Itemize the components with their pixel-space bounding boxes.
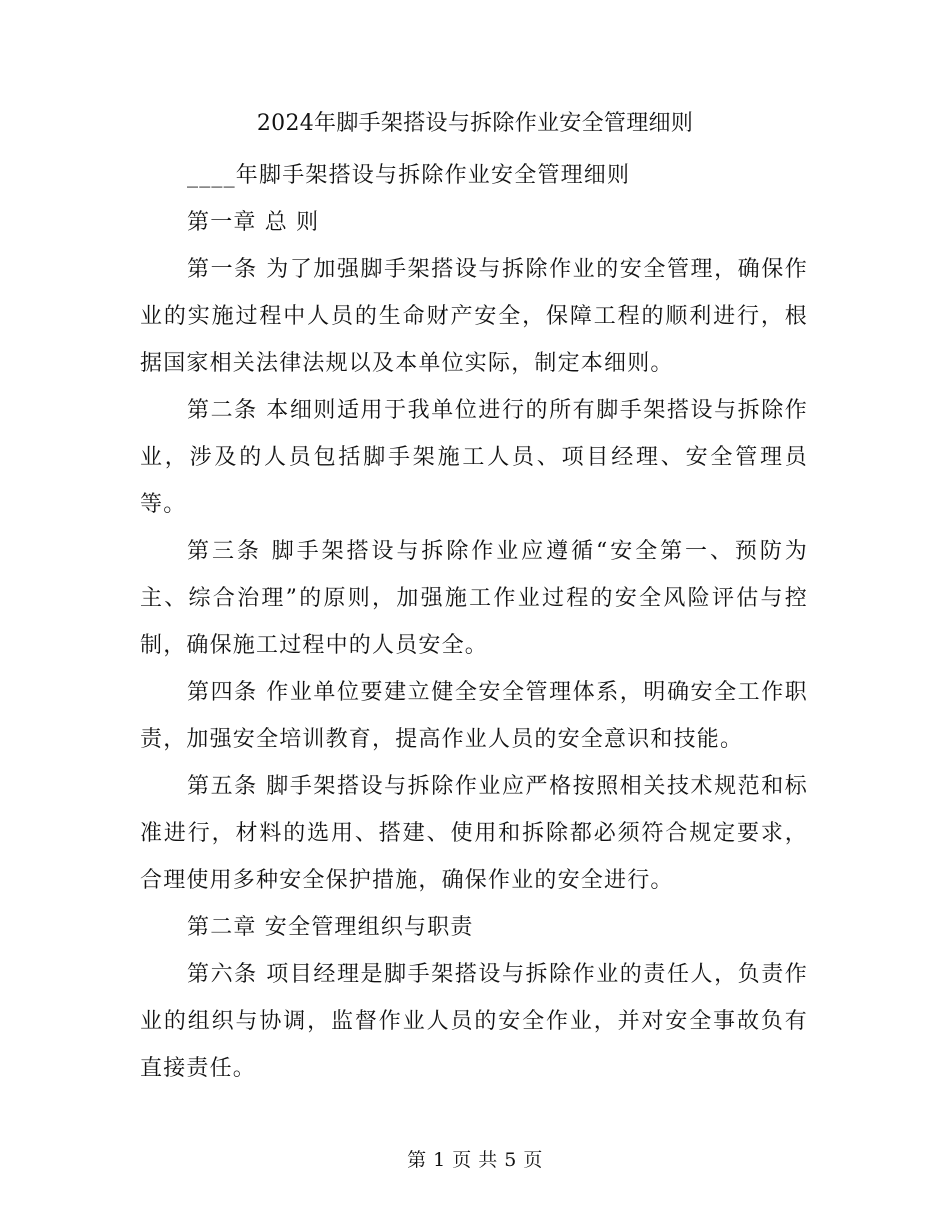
article-paragraph: 第六条 项目经理是脚手架搭设与拆除作业的责任人，负责作业的组织与协调，监督作业人员的安全作业，并对安全事故负有直接责任。 [140,962,808,1081]
document-body [140,152,808,1092]
chapter-heading: 第一章 总 则 [187,210,320,235]
chapter-heading: 第二章 安全管理组织与职责 [187,915,474,940]
article-paragraph: 第四条 作业单位要建立健全安全管理体系，明确安全工作职责，加强安全培训教育，提高作业人员的安全意识和技能。 [140,680,808,752]
article-paragraph: 第二条 本细则适用于我单位进行的所有脚手架搭设与拆除作业，涉及的人员包括脚手架施工人员、项目经理、安全管理员等。 [140,398,808,517]
article-paragraph: 第三条 脚手架搭设与拆除作业应遵循“安全第一、预防为主、综合治理”的原则，加强施工作业过程的安全风险评估与控制，确保施工过程中的人员安全。 [140,539,808,658]
page-footer: 第 1 页 共 5 页 [407,1149,543,1171]
subtitle-paragraph: ____年脚手架搭设与拆除作业安全管理细则 [187,163,631,188]
document-title: 2024年脚手架搭设与拆除作业安全管理细则 [256,111,694,136]
article-paragraph: 第一条 为了加强脚手架搭设与拆除作业的安全管理，确保作业的实施过程中人员的生命财产安全，保障工程的顺利进行，根据国家相关法律法规以及本单位实际，制定本细则。 [140,257,808,376]
article-paragraph: 第五条 脚手架搭设与拆除作业应严格按照相关技术规范和标准进行，材料的选用、搭建、使用和拆除都必须符合规定要求，合理使用多种安全保护措施，确保作业的安全进行。 [140,774,808,893]
